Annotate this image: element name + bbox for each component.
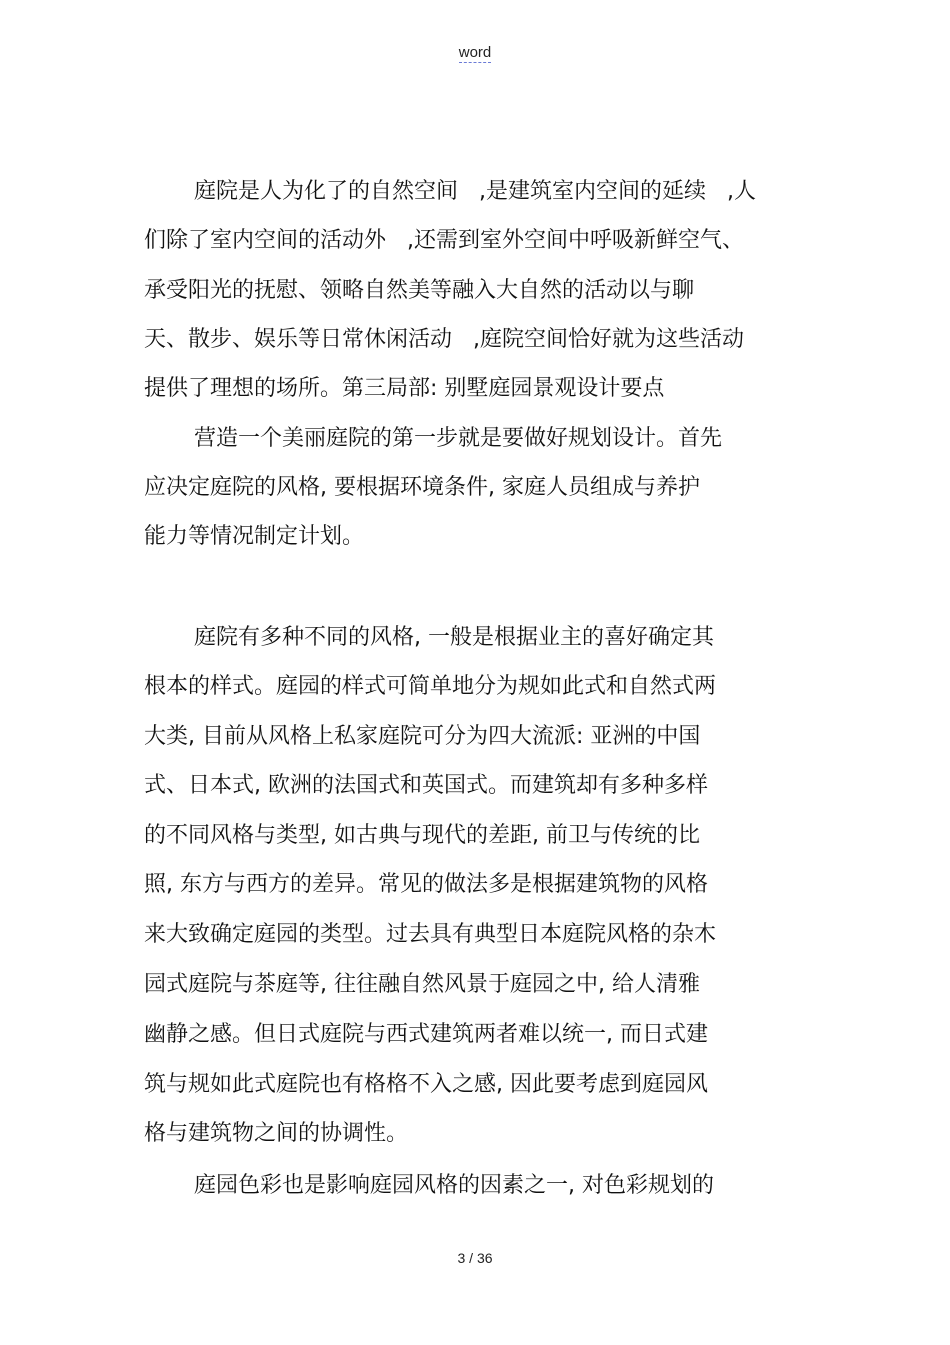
paragraph-line: 提供了理想的场所。第三局部: 别墅庭园景观设计要点 [144, 376, 665, 401]
paragraph-line: 格与建筑物之间的协调性。 [144, 1121, 409, 1146]
paragraph-line: 照, 东方与西方的差异。常见的做法多是根据建筑物的风格 [144, 872, 708, 897]
paragraph-line: 筑与规如此式庭院也有格格不入之感, 因此要考虑到庭园风 [144, 1072, 708, 1097]
paragraph-line: 大类, 目前从风格上私家庭院可分为四大流派: 亚洲的中国 [144, 724, 701, 749]
paragraph-line: 庭院有多种不同的风格, 一般是根据业主的喜好确定其 [194, 625, 714, 650]
paragraph-line: 园式庭院与茶庭等, 往往融自然风景于庭园之中, 给人清雅 [144, 972, 700, 997]
paragraph-line: 们除了室内空间的活动外 ,还需到室外空间中呼吸新鲜空气、 [144, 228, 744, 253]
paragraph-line: 庭院是人为化了的自然空间 ,是建筑室内空间的延续 ,人 [194, 179, 756, 204]
header-title: word [458, 44, 492, 61]
paragraph-line: 幽静之感。但日式庭院与西式建筑两者难以统一, 而日式建 [144, 1022, 708, 1047]
document-header [0, 44, 950, 61]
paragraph-line: 承受阳光的抚慰、领略自然美等融入大自然的活动以与聊 [144, 278, 695, 303]
paragraph-line: 应决定庭院的风格, 要根据环境条件, 家庭人员组成与养护 [144, 475, 700, 500]
paragraph-line: 式、日本式, 欧洲的法国式和英国式。而建筑却有多种多样 [144, 773, 708, 798]
paragraph-line: 营造一个美丽庭院的第一步就是要做好规划设计。首先 [194, 426, 723, 451]
page-number: 3 / 36 [457, 1250, 493, 1266]
paragraph-line: 能力等情况制定计划。 [144, 524, 365, 549]
paragraph-line: 天、散步、娱乐等日常休闲活动 ,庭院空间恰好就为这些活动 [144, 327, 744, 352]
paragraph-line: 根本的样式。庭园的样式可简单地分为规如此式和自然式两 [144, 674, 717, 699]
paragraph-line: 庭园色彩也是影响庭园风格的因素之一, 对色彩规划的 [194, 1173, 714, 1198]
paragraph-line: 的不同风格与类型, 如古典与现代的差距, 前卫与传统的比 [144, 823, 700, 848]
paragraph-line: 来大致确定庭园的类型。过去具有典型日本庭院风格的杂木 [144, 922, 717, 947]
